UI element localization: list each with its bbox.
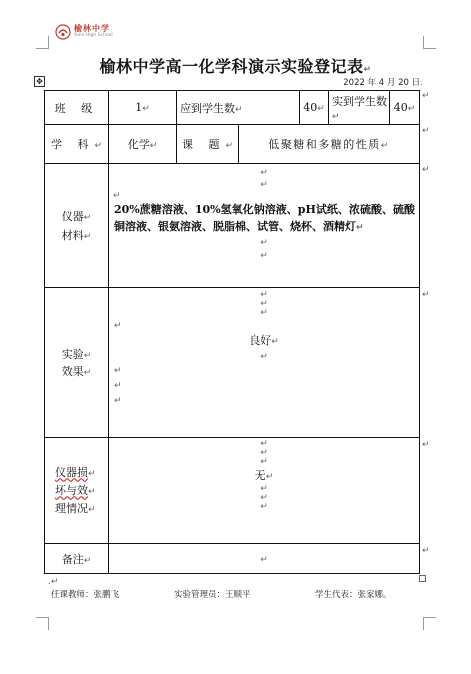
table-row-damage <box>45 438 420 544</box>
expected-students-label-cell: 应到学生数↵ <box>177 91 300 125</box>
logo-school-name-en: Yulin High School <box>74 33 113 39</box>
page-corner-top-right <box>423 36 436 49</box>
subject-label-cell: 学 科↵ <box>45 125 109 164</box>
effect-value: 良好↵ <box>249 334 279 347</box>
effect-value-cell[interactable]: ↵ ↵ ↵ ↵ 良好↵ ↵ ↵ ↵ ↵ <box>109 288 420 438</box>
effect-label: 实验↵ 效果↵ <box>61 347 92 378</box>
table-row-subject <box>45 125 420 164</box>
page-corner-bottom-left <box>36 617 49 630</box>
logo-school-name: 榆林中学 <box>74 24 110 34</box>
actual-students-label-cell: 实到学生数↵ <box>329 91 390 125</box>
topic-label-cell: 课 题↵ <box>177 125 239 164</box>
school-emblem-icon <box>55 24 71 40</box>
footer-student-rep: 学生代表：张家娜。 <box>315 590 392 600</box>
remarks-label-cell: 备注↵ <box>45 544 109 574</box>
row-end-mark: ↵ <box>422 546 430 556</box>
damage-value-cell[interactable]: ↵ ↵ ↵ 无↵ ↵ ↵ ↵ <box>109 438 420 544</box>
row-end-mark: ↵ <box>422 290 430 300</box>
materials-label: 仪器↵ 材料↵ <box>61 209 92 242</box>
registration-table <box>44 90 420 574</box>
table-resize-handle[interactable] <box>419 575 426 582</box>
document-title: 榆林中学高一化学科演示实验登记表↵ <box>99 57 372 76</box>
page-corner-top-left <box>36 36 49 49</box>
row-end-mark: ↵ <box>422 165 430 175</box>
class-value-cell[interactable]: 1↵ <box>109 91 177 125</box>
materials-value-cell[interactable]: ↵ ↵ ↵ 20%蔗糖溶液、10%氢氧化钠溶液、pH试纸、浓硫酸、硫酸铜溶液、银氨溶液、脱脂棉、试管、烧杯、酒精灯↵ ↵ ↵ <box>109 164 420 288</box>
class-label-cell: 班 级 <box>45 91 109 125</box>
damage-label-cell <box>45 438 109 544</box>
damage-value: 无↵ <box>254 469 274 482</box>
para-mark: .↵ <box>48 577 59 587</box>
subject-value-cell[interactable]: 化学↵ <box>109 125 177 164</box>
table-move-handle-icon[interactable]: ✥ <box>34 76 45 87</box>
remarks-value-cell[interactable]: ↵ <box>109 544 420 574</box>
actual-students-value-cell[interactable]: 40↵ <box>390 91 420 125</box>
row-end-mark: ↵ <box>422 440 430 450</box>
effect-label-cell <box>45 288 109 438</box>
topic-value-cell[interactable]: 低聚糖和多糖的性质↵ <box>239 125 420 164</box>
materials-list: 20%蔗糖溶液、10%氢氧化钠溶液、pH试纸、浓硫酸、硫酸铜溶液、银氨溶液、脱脂棉、试管、烧杯、酒精灯↵ <box>114 203 416 233</box>
school-logo <box>55 24 113 40</box>
page-corner-bottom-right <box>423 617 436 630</box>
footer-teacher: 任课教师：张鹏飞 <box>51 590 120 600</box>
table-row-effect <box>45 288 420 438</box>
table-row-remarks <box>45 544 420 574</box>
materials-label-cell <box>45 164 109 288</box>
row-end-mark: ↵ <box>422 91 430 101</box>
record-date: 2022 年 4 月 20 日. <box>343 78 423 88</box>
table-row-materials <box>45 164 420 288</box>
footer-manager: 实验管理员：王顺平 <box>174 590 251 600</box>
expected-students-value-cell[interactable]: 40↵ <box>300 91 329 125</box>
table-row-class <box>45 91 420 125</box>
row-end-mark: ↵ <box>422 126 430 136</box>
damage-label: 仪器损↵ 坏与效↵ 理情况↵ <box>55 465 96 515</box>
